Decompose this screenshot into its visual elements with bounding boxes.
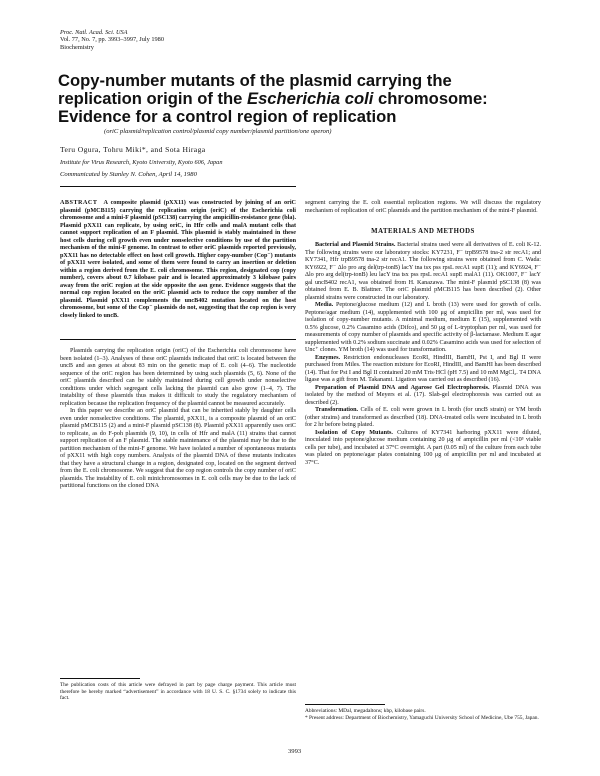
section-name: Biochemistry [60,43,94,51]
publication-footnote: The publication costs of this article were defrayed in part by page charge payment. This article must therefore be hereby marked “advertisement” in accordance with 18 U. S. C. §1734 solely to indicate this fact. [60,682,296,701]
methods-heading: Isolation of Copy Mutants. [315,429,393,436]
methods-heading: Preparation of Plasmid DNA and Agarose Gel Electrophoresis. [315,384,490,391]
methods-text: Restriction endonucleases EcoRI, HindIII, BamHI, Pst I, and Bgl II were purchased from Miles. The reaction mixture for EcoRI, HindIII, and BamHI has been described (14). That for Pst I and Bgl II contained 20 mM Tris·HCl (pH 7.5) and 10 mM MgCl₂. T4 DNA ligase was a gift from M. Takanami. Ligation was carried out as described (16). [305,354,541,383]
methods-text: Bacterial strains used were all derivatives of E. coli K-12. The following strains were our laboratory stocks: KY7231, F⁻ trpB9578 tna-2 str recA1; and KY7341, Hfr trpB9578 tna-2 str recA1. The following strains were obtained from C. Wada: KY6922, F⁻ Δlo pro arg del(trp-tonB) lacY tna tsx pss rpsL recA1 supE (11); and KY6924, F⁻ Δlo pro arg del(trp-tonB) leu lacY tna tsx pss rpsL recA1 supE malA1 (11). OK1007, F⁻ lacY gal uncB402 recA1, was obtained from H. Kanazawa. The mini-F plasmid pSC138 (8) was obtained from E. B. Blattner. The oriC plasmid pMCB115 has been described (2). Other plasmid strains were constructed in our laboratory. [305,242,541,301]
affiliation: Institute for Virus Research, Kyoto University, Kyoto 606, Japan [60,159,223,166]
volume-line: Vol. 77, No. 7, pp. 3993–3997, July 1980 [60,36,164,44]
methods-text: Plasmid DNA was isolated by the method of Meyers et al. (17). Slab-gel electrophoresis was carried out as described (2). [305,384,541,406]
authors: Teru Ogura, Tohru Miki*, and Sota Hiraga [60,145,206,154]
methods-paragraph [305,302,541,355]
methods-paragraph [305,242,541,302]
title-organism: Escherichia coli [247,88,374,108]
title-part-1: Copy-number mutants of the plasmid carrying the replication origin of the [58,71,452,108]
methods-text: Cultures of KY7341 harboring pXX11 were diluted, inoculated into peptone/glucose medium containing 20 μg of ampicillin per ml (<10³ viable cells per tube), and incubated at 37°C overnight. A part (0.05 ml) of the culture from each tube was plated on peptone/agar plates containing 100 μg of ampicillin per ml and incubated at 37°C. [305,429,541,466]
keywords: (oriC plasmid/replication control/plasmid copy number/plasmid partition/one operon) [104,128,332,135]
methods-paragraph [305,385,541,408]
methods-heading: Bacterial and Plasmid Strains. [315,242,396,248]
intro-continuation-text: segment carrying the E. coli essential replication regions. We will discuss the regulatory mechanism of replication of oriC plasmids and the partition mechanism of the mini-F plasmid. [305,200,541,214]
introduction [60,348,296,491]
abstract [60,200,296,320]
methods-paragraph [305,407,541,430]
methods-heading: Enzymes. [315,354,341,361]
present-address: * Present address: Department of Biochemistry, Yamaguchi University School of Medicine, Ube 755, Japan. [305,714,539,721]
abstract-label: ABSTRACT [60,200,98,206]
journal-name: Proc. Natl. Acad. Sci. USA [60,29,128,36]
intro-paragraph: In this paper we describe an oriC plasmid that can be inherited stably by daughter cells even under nonselective conditions. The plasmid, pXX11, is a composite plasmid of an oriC plasmid pMCB115 (2) and a mini-F plasmid pSC138 (8). Plasmid pXX11 apparently uses oriC to replicate, as do F-poh plasmids (9, 10), in cells of Hfr and malA (11) strains that cannot support replication of an F plasmid. The stable maintenance of the plasmid may be due to the partition mechanism of the mini-F genome. We have isolated a number of spontaneous mutants of pXX11 with high copy numbers. Analysis of the plasmid DNA of these mutants indicates that they have a structural change in a region, designated cop, located on the segment derived from the E. coli chromosome. We suggest that the cop region controls the copy number of oriC plasmids. The instability of E. coli minichromosomes in E. coli cells may be due to the lack of partitional functions on the cloned DNA [60,408,296,489]
paper-title [58,72,538,125]
abstract-text: A composite plasmid (pXX11) was constructed by joining of an oriC plasmid (pMCB115) carrying the replication origin (oriC) of the Escherichia coli chromosome and a mini-F plasmid (pSC138) carrying the ampicillin-resistance gene (bla). Plasmid pXX11 can replicate, by using oriC, in Hfr cells and malA mutant cells that cannot support replication of an F plasmid. This plasmid is stably maintained in these host cells during cell growth even under nonselective conditions by use of the partition mechanism of the mini-F genome. In contrast to other oriC plasmids reported previously, pXX11 has no detectable effect on host cell growth. Higher copy-number (Cop⁻) mutants of pXX11 were isolated, and some of them were found to carry an insertion or deletion within a region derived from the E. coli chromosome. This region, designated cop (copy number), covers about 0.7 kilobase pair and is located approximately 3 kilobase pairs away from the oriC region at the side opposite the asn gene. Evidence suggests that the normal cop region located on the oriC plasmid acts to reduce the copy number of the plasmid. Plasmid pXX11 complements the uncB402 mutation located on the host chromosome, but some of the Cop⁻ plasmids do not, suggesting that the cop region is very closely linked to uncB. [60,200,296,319]
methods-section [305,242,541,467]
methods-title: MATERIALS AND METHODS [371,228,475,235]
intro-paragraph: Plasmids carrying the replication origin (oriC) of the Escherichia coli chromosome have been isolated (1–3). Analyses of these oriC plasmids indicated that oriC is located between the uncB and asn genes at about 83 min on the genetic map of E. coli (4–6). The nucleotide sequence of the oriC region has been determined by using such plasmids (5, 6). None of the oriC plasmids described can be stably maintained during cell growth under nonselective conditions under which segregant cells lacking the plasmid can also grow (1–4, 7). The instability of these plasmids thus makes it difficult to study the regulatory mechanism of replication because the replication frequency of the plasmid cannot be measured accurately. [60,348,296,407]
methods-text: Peptone/glucose medium (12) and L broth (13) were used for growth of cells. Peptone/agar medium (14), supplemented with 100 μg of ampicillin per ml, was used for isolation of copy-number mutants. A minimal medium, medium E (15), supplemented with 0.5% glucose, 0.2% Casamino acids (Difco), and 50 μg of L-tryptophan per ml, was used for measurements of copy number of plasmids and specific activity of β-lactamase. Medium E agar supplemented with 0.2% sodium succinate and 0.02% Casamino acids was used for selection of Unc⁺ clones. YM broth (14) was used for transformation. [305,302,541,353]
intro-continuation [305,200,541,215]
abbreviations-divider [305,704,385,705]
methods-paragraph [305,430,541,468]
abbreviations-footnote [305,708,541,721]
page-number: 3993 [288,748,302,755]
methods-text: Cells of E. coli were grown in L broth (for uncB strain) or YM broth (other strains) and transformed as described (18). DNA-treated cells were incubated in L broth for 2 hr before being plated. [305,407,541,428]
methods-paragraph [305,355,541,385]
journal-header [60,29,164,51]
footnote-divider [60,678,140,679]
communicated-by: Communicated by Stanley N. Cohen, April 14, 1980 [60,171,197,178]
title-part-2: chromosome: Evidence for a control region of replication [58,88,488,126]
methods-heading: Transformation. [315,407,359,413]
abbreviations: Abbreviations: MDal, megadaltons; kbp, kilobase pairs. [305,708,426,714]
methods-heading: Media. [315,302,334,308]
